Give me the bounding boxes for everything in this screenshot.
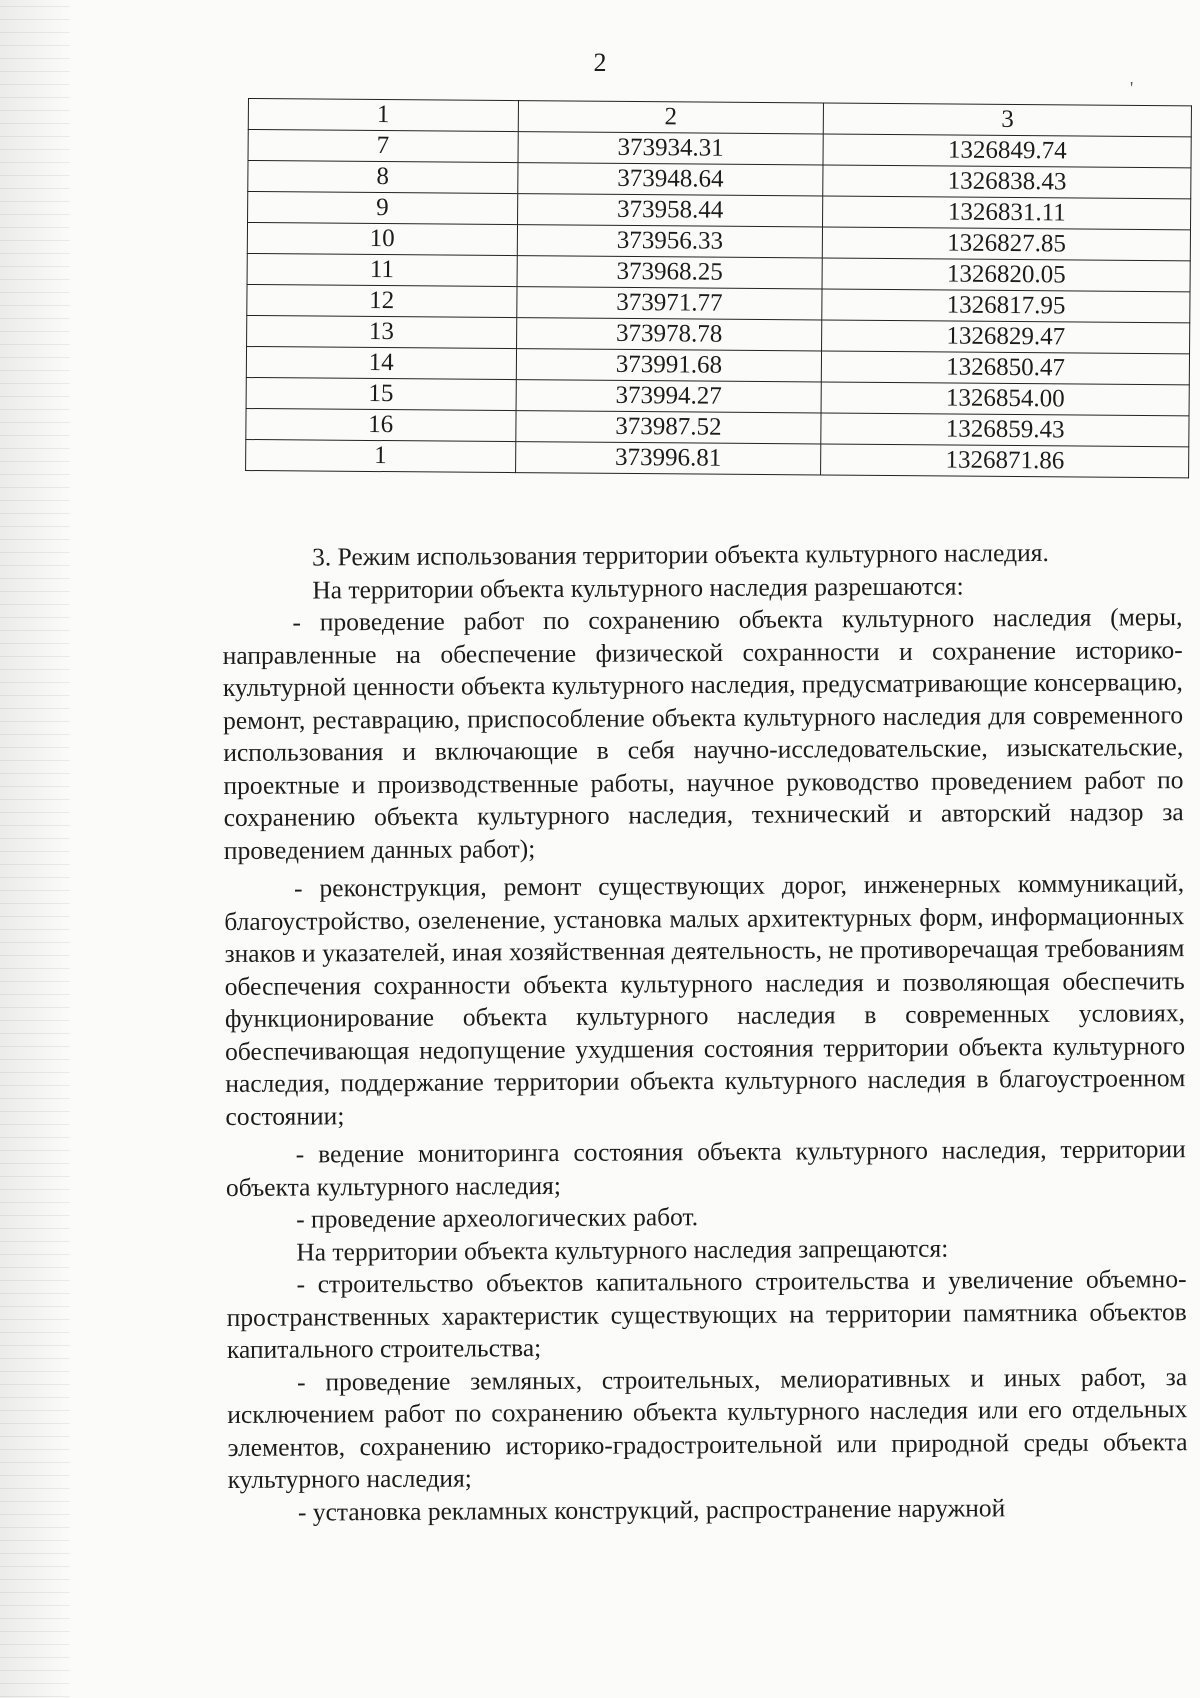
table-cell: 1326831.11: [823, 196, 1191, 230]
table-cell: 373934.31: [518, 132, 824, 165]
table-cell: 373994.27: [516, 380, 822, 413]
table-cell: 8: [248, 161, 518, 194]
scan-margin-artifact: [0, 0, 70, 1698]
table-cell: 373996.81: [515, 442, 821, 475]
table-cell: 10: [247, 223, 517, 256]
table-cell: 1326817.95: [822, 289, 1190, 323]
table-cell: 1326838.43: [823, 165, 1191, 199]
table-cell: 373958.44: [517, 194, 823, 227]
table-cell: 1326820.05: [822, 258, 1190, 292]
table-cell: 1: [246, 439, 516, 472]
table-cell: 1326850.47: [822, 351, 1190, 385]
table-cell: 373987.52: [515, 411, 821, 444]
allowed-item: - реконструкция, ремонт существующих дорог, инженерных коммуникаций, благоустройство, озеленение, установка малых архитектурных форм, информационных знаков и указателей, иная хозяйственная деятельность, не противоречащая требованиям обеспечения сохранности объекта культурного наследия и позволяющая обеспечить функционирование объекта культурного наследия в современных условиях, обеспечивающая недопущение ухудшения состояния территории объекта культурного наследия, поддержание территории объекта культурного наследия в благоустроенном состоянии;: [224, 868, 1186, 1131]
allowed-intro: На территории объекта культурного наследия разрешаются:: [312, 570, 964, 604]
allowed-item: - проведение археологических работ.: [296, 1202, 699, 1234]
column-header: 2: [518, 101, 824, 134]
column-header: 3: [824, 103, 1192, 137]
table-cell: 14: [246, 346, 516, 379]
page-number: 2: [593, 48, 607, 77]
table-cell: 13: [247, 315, 517, 348]
prohibited-item: - строительство объектов капитального строительства и увеличение объемно-пространственных характеристик существующих на территории памятника объектов капитального строительства;: [226, 1264, 1187, 1364]
table-cell: 373948.64: [517, 163, 823, 196]
table-cell: 1326849.74: [823, 134, 1191, 168]
coordinates-table: [245, 98, 1192, 478]
table-cell: 16: [246, 408, 516, 441]
allowed-item: - проведение работ по сохранению объекта культурного наследия (меры, направленные на обеспечение физической сохранности и сохранение историко-культурной ценности объекта культурного наследия, предусматривающие консервацию, ремонт, реставрацию, приспособление объекта культурного наследия для современного использования и включающие в себя научно-исследовательские, изыскательские, проектные и производственные работы, научное руководство проведением работ по сохранению объекта культурного наследия, технический и авторский надзор за проведением данных работ);: [222, 602, 1184, 865]
table-cell: 15: [246, 377, 516, 410]
table-cell: 373978.78: [516, 318, 822, 351]
table-cell: 1326827.85: [823, 227, 1191, 261]
table-cell: 1326859.43: [821, 413, 1189, 447]
column-header: 1: [248, 99, 518, 132]
table-cell: 373968.25: [517, 256, 823, 289]
table-cell: 373956.33: [517, 225, 823, 258]
scan-mark: ': [1130, 78, 1134, 98]
prohibited-item: - проведение земляных, строительных, мелиоративных и иных работ, за исключением работ по сохранению объекта культурного наследия или его отдельных элементов, сохранению историко-градостроительной или природной среды объекта культурного наследия;: [227, 1361, 1188, 1494]
allowed-item: - ведение мониторинга состояния объекта культурного наследия, территории объекта культурного наследия;: [225, 1134, 1186, 1202]
section-heading: 3. Режим использования территории объекта культурного наследия.: [312, 537, 1049, 572]
table-cell: 1326829.47: [822, 320, 1190, 354]
table-cell: 11: [247, 253, 517, 286]
prohibited-intro: На территории объекта культурного наследия запрещаются:: [296, 1233, 949, 1267]
table-cell: 1326854.00: [821, 382, 1189, 416]
table-cell: 12: [247, 284, 517, 317]
table-cell: 373991.68: [516, 349, 822, 382]
document-body: [222, 536, 1188, 1529]
table-cell: 1326871.86: [821, 444, 1189, 478]
table-cell: 7: [248, 130, 518, 163]
prohibited-item: - установка рекламных конструкций, распространение наружной: [297, 1492, 1006, 1527]
table-cell: 9: [248, 192, 518, 225]
table-cell: 373971.77: [516, 287, 822, 320]
